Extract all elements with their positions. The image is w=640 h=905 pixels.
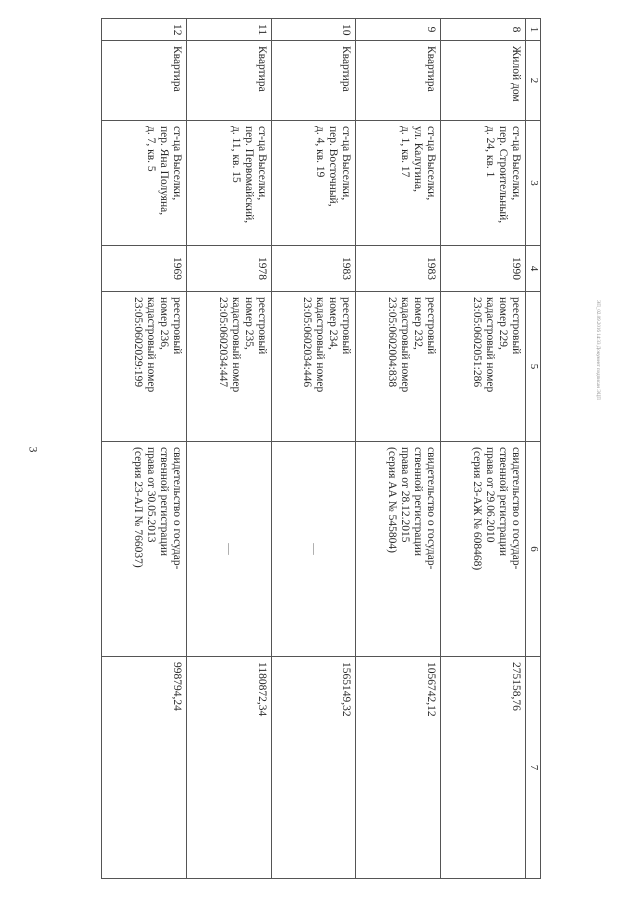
cost-value: 275158,76 xyxy=(441,657,526,879)
registration-certificate: свидетельство о государ- ственной регистрации права от 29.06.2010 (серия 23-АЖ № 608468) xyxy=(441,442,526,657)
column-header-6: 6 xyxy=(526,442,541,657)
registration-certificate: — xyxy=(271,442,356,657)
property-table xyxy=(101,18,541,879)
row-number: 8 xyxy=(441,19,526,41)
column-header-4: 4 xyxy=(526,246,541,292)
column-header-5: 5 xyxy=(526,292,541,442)
table-row xyxy=(271,19,356,879)
build-year: 1983 xyxy=(271,246,356,292)
column-header-1: 1 xyxy=(526,19,541,41)
column-header-3: 3 xyxy=(526,121,541,246)
build-year: 1983 xyxy=(356,246,441,292)
page-number: 3 xyxy=(26,446,41,453)
registry-info: реестровый номер 234, кадастровый номер 23:05:0602034:446 xyxy=(271,292,356,442)
row-number: 10 xyxy=(271,19,356,41)
registry-info: реестровый номер 236, кадастровый номер 23:05:0602029:199 xyxy=(102,292,187,442)
object-address: ст-ца Выселки, пер. Строительный, д. 24, кв. 1 xyxy=(441,121,526,246)
registry-info: реестровый номер 229, кадастровый номер 23:05:0602051:286 xyxy=(441,292,526,442)
table-row xyxy=(356,19,441,879)
column-header-2: 2 xyxy=(526,41,541,121)
registry-info: реестровый номер 235, кадастровый номер 23:05:0602034:447 xyxy=(186,292,271,442)
registration-certificate: — xyxy=(186,442,271,657)
cost-value: 1056742,12 xyxy=(356,657,441,879)
registration-certificate: свидетельство о государ- ственной регистрации права от 28.12.2015 (серия АА № 545804) xyxy=(356,442,441,657)
build-year: 1969 xyxy=(102,246,187,292)
object-address: ст-ца Выселки, пер. Яна Полуяна, д. 7, кв. 5 xyxy=(102,121,187,246)
cost-value: 998794,24 xyxy=(102,657,187,879)
row-number: 9 xyxy=(356,19,441,41)
object-address: ст-ца Выселки, пер. Первомайский, д. 11, кв. 15 xyxy=(186,121,271,246)
registration-certificate: свидетельство о государ- ственной регистрации права от 30.05.2013 (серия 23-АЛ № 766037) xyxy=(102,442,187,657)
property-table-wrapper xyxy=(101,18,541,878)
column-header-7: 7 xyxy=(526,657,541,879)
table-row xyxy=(441,19,526,879)
object-address: ст-ца Выселки, ул. Калугина, д. 1, кв. 17 xyxy=(356,121,441,246)
registry-info: реестровый номер 232, кадастровый номер 23:05:0602004:838 xyxy=(356,292,441,442)
table-row xyxy=(102,19,187,879)
build-year: 1978 xyxy=(186,246,271,292)
cost-value: 1180872,34 xyxy=(186,657,271,879)
cost-value: 1565149,32 xyxy=(271,657,356,879)
footer-note: ЭП_02.09.2016 14:33 Документ подписан ЭЦП xyxy=(595,300,600,400)
table-body xyxy=(102,19,526,879)
row-number: 12 xyxy=(102,19,187,41)
table-header xyxy=(526,19,541,879)
object-address: ст-ца Выселки, пер. Восточный, д. 4, кв. 19 xyxy=(271,121,356,246)
object-type: Квартира xyxy=(186,41,271,121)
header-row xyxy=(526,19,541,879)
object-type: Жилой дом xyxy=(441,41,526,121)
build-year: 1990 xyxy=(441,246,526,292)
table-row xyxy=(186,19,271,879)
object-type: Квартира xyxy=(271,41,356,121)
object-type: Квартира xyxy=(102,41,187,121)
object-type: Квартира xyxy=(356,41,441,121)
row-number: 11 xyxy=(186,19,271,41)
